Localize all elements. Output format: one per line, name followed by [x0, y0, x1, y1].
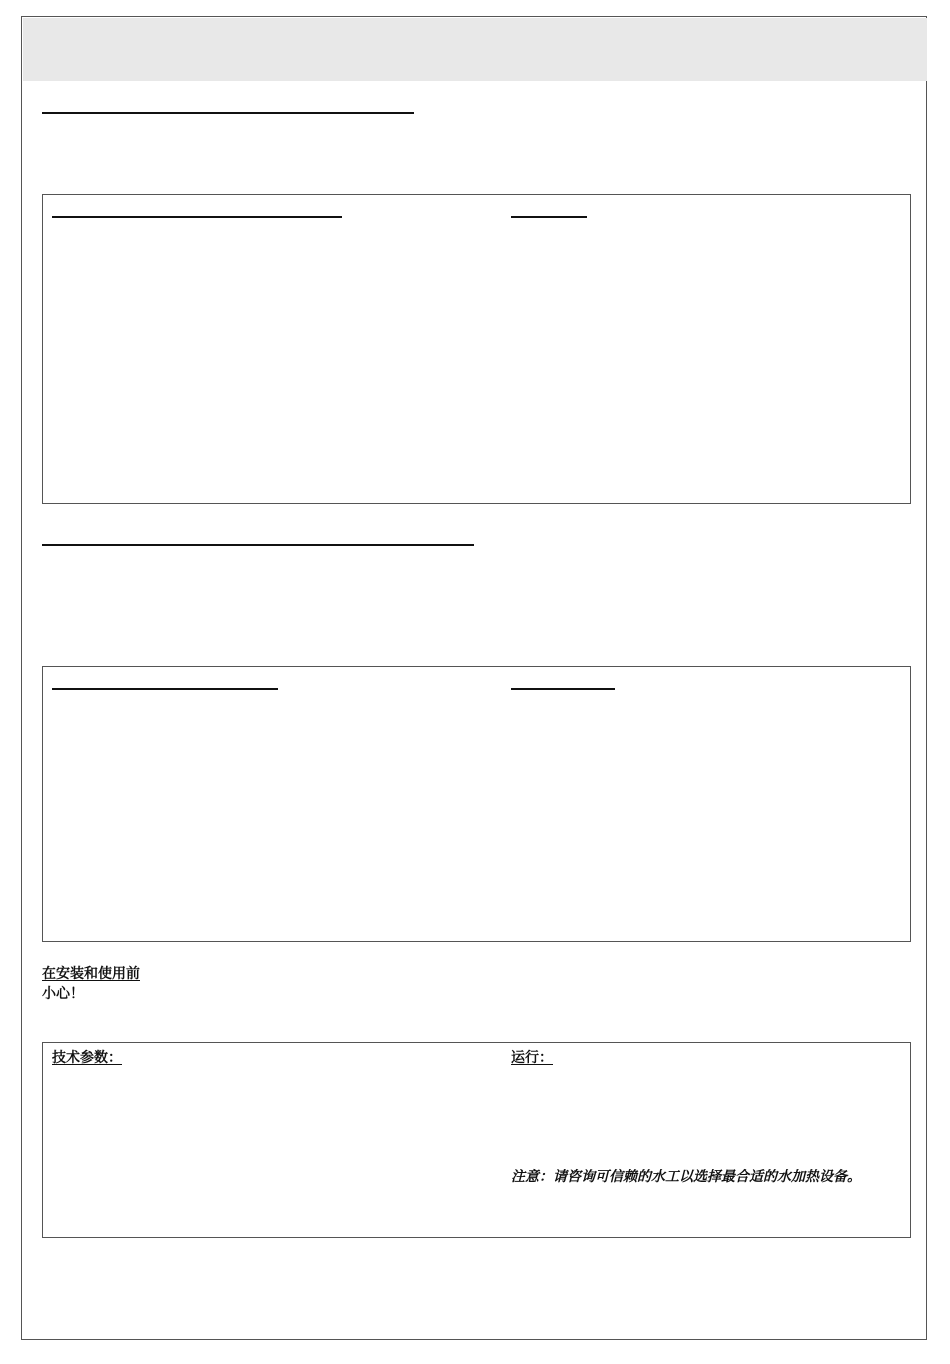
- spec-right-heading: 运行：: [511, 1050, 553, 1066]
- caution-line-1: 在安装和使用前: [42, 966, 140, 982]
- caution-line-2: 小心！: [42, 986, 84, 1002]
- section-2-heading-rule: [42, 544, 474, 546]
- box-2-left-heading-rule: [52, 688, 278, 690]
- spec-note: 注意：请咨询可信赖的水工以选择最合适的水加热设备。: [511, 1169, 861, 1185]
- box-1-right-heading-rule: [511, 216, 587, 218]
- section-1-heading-rule: [42, 112, 414, 114]
- box-2-right-heading-rule: [511, 688, 615, 690]
- spec-box: [42, 1042, 911, 1238]
- box-1: [42, 194, 911, 504]
- box-1-left-heading-rule: [52, 216, 342, 218]
- box-2: [42, 666, 911, 942]
- spec-left-heading: 技术参数：: [52, 1050, 122, 1066]
- header-band: [23, 18, 927, 81]
